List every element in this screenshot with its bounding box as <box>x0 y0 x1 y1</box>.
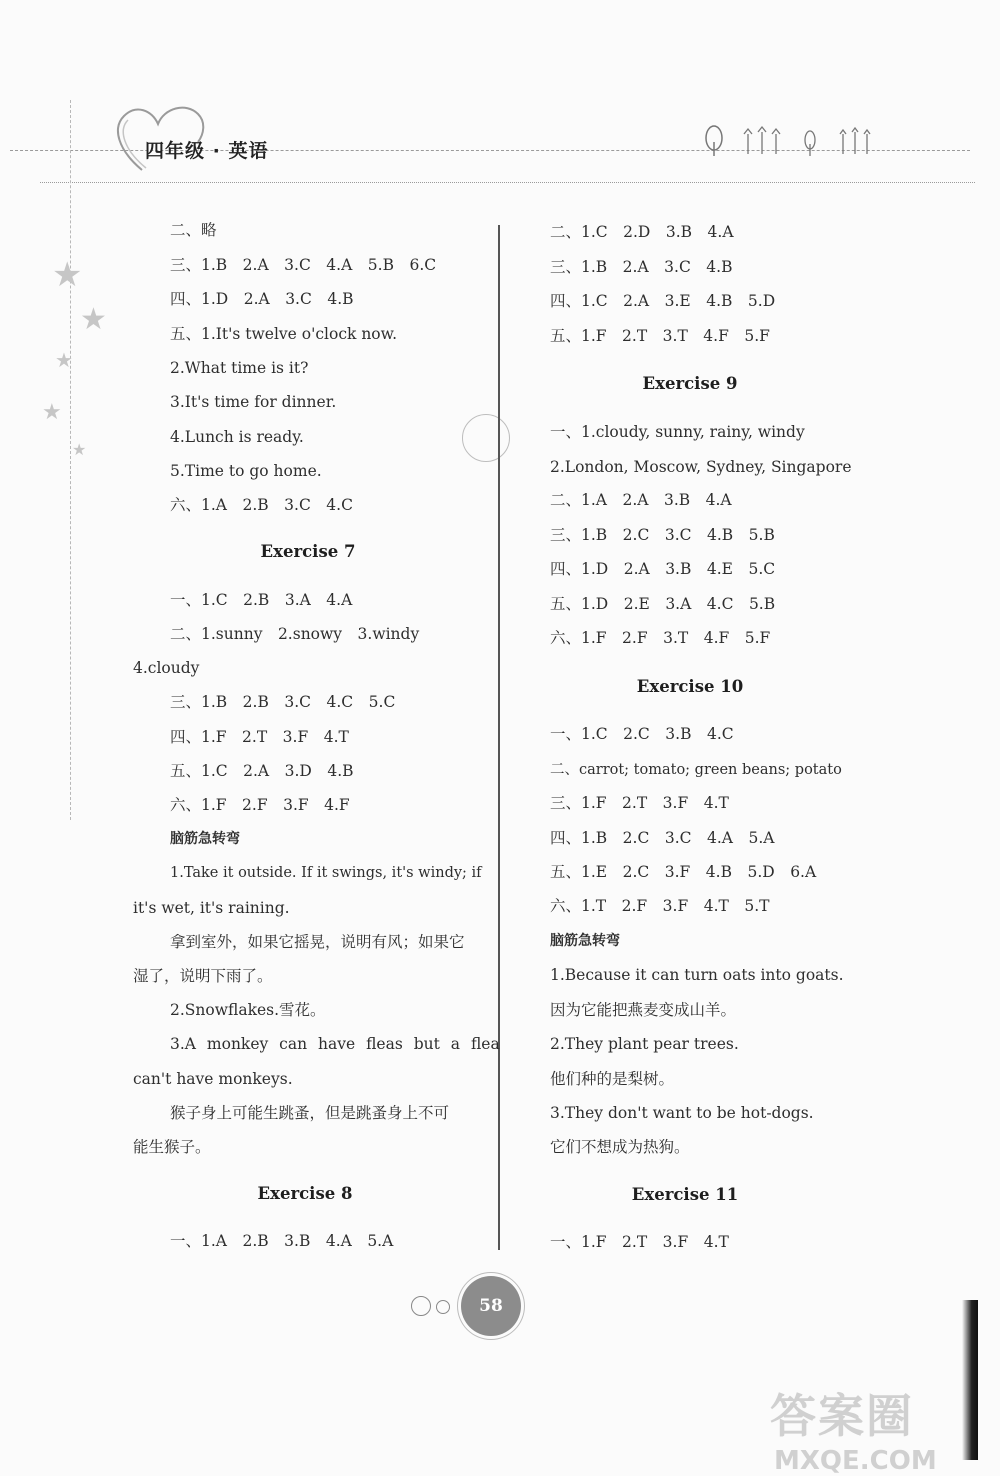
answer-line: can't have monkeys. <box>133 1070 293 1088</box>
answer-line: 湿了，说明下雨了。 <box>133 967 273 985</box>
answer-line: 因为它能把燕麦变成山羊。 <box>550 1001 737 1019</box>
answer-line: 四、1.C 2.A 3.E 4.B 5.D <box>550 292 776 310</box>
answer-line: 三、1.B 2.A 3.C 4.A 5.B 6.C <box>170 256 437 274</box>
answer-line: 2.Snowflakes.雪花。 <box>170 1001 326 1019</box>
answer-line: 3.They don't want to be hot-dogs. <box>550 1104 814 1122</box>
answer-line: 2.They plant pear trees. <box>550 1035 739 1053</box>
page-dot-icon <box>411 1296 431 1316</box>
answer-line: 1.Because it can turn oats into goats. <box>550 966 844 984</box>
star-icon: ★ <box>42 400 62 425</box>
answer-line: 三、1.B 2.B 3.C 4.C 5.C <box>170 693 396 711</box>
answer-line: 一、1.cloudy, sunny, rainy, windy <box>550 423 805 441</box>
exercise-heading: Exercise 10 <box>636 677 744 696</box>
exercise-heading: Exercise 7 <box>260 542 356 561</box>
answer-line: 四、1.D 2.A 3.B 4.E 5.C <box>550 560 776 578</box>
answer-line: 三、1.B 2.A 3.C 4.B <box>550 258 733 276</box>
answer-line: 三、1.F 2.T 3.F 4.T <box>550 794 729 812</box>
watermark-main: 答案圈 <box>770 1389 914 1443</box>
column-divider <box>498 225 500 1250</box>
answer-line: 六、1.F 2.F 3.T 4.F 5.F <box>550 629 771 647</box>
star-icon: ★ <box>80 302 107 337</box>
answer-line: 六、1.T 2.F 3.F 4.T 5.T <box>550 897 770 915</box>
trees-decoration-icon <box>700 120 880 165</box>
answer-line: 3.It's time for dinner. <box>170 393 337 411</box>
answer-line: 2.London, Moscow, Sydney, Singapore <box>550 458 852 476</box>
answer-line: 四、1.B 2.C 3.C 4.A 5.A <box>550 829 775 847</box>
faint-stamp-icon <box>462 414 510 462</box>
watermark-url: MXQE.COM <box>774 1446 937 1476</box>
answer-line: 六、1.A 2.B 3.C 4.C <box>170 496 353 514</box>
page-number: 58 <box>461 1276 521 1336</box>
answer-line: 一、1.C 2.C 3.B 4.C <box>550 725 734 743</box>
answer-line: 四、1.F 2.T 3.F 4.T <box>170 728 349 746</box>
answer-line: 5.Time to go home. <box>170 462 322 480</box>
star-icon: ★ <box>52 255 83 295</box>
answer-line: 二、1.sunny 2.snowy 3.windy <box>170 625 420 643</box>
answer-line: 五、1.F 2.T 3.T 4.F 5.F <box>550 327 770 345</box>
answer-line: 一、1.A 2.B 3.B 4.A 5.A <box>170 1232 394 1250</box>
answer-line: 二、1.C 2.D 3.B 4.A <box>550 223 734 241</box>
answer-line: 一、1.C 2.B 3.A 4.A <box>170 591 353 609</box>
answer-line: it's wet, it's raining. <box>133 899 290 917</box>
answer-line: 2.What time is it? <box>170 359 309 377</box>
answer-line: 一、1.F 2.T 3.F 4.T <box>550 1233 729 1251</box>
answer-line: 二、carrot; tomato; green beans; potato <box>550 762 842 778</box>
star-icon: ★ <box>55 348 73 372</box>
exercise-heading: Exercise 11 <box>631 1185 739 1204</box>
answer-line: 4.Lunch is ready. <box>170 428 304 446</box>
answer-line: 六、1.F 2.F 3.F 4.F <box>170 796 350 814</box>
answer-line: 4.cloudy <box>133 659 200 677</box>
page-edge-shadow <box>962 1300 978 1460</box>
site-watermark <box>770 1380 937 1476</box>
exercise-heading: Exercise 9 <box>642 374 738 393</box>
answer-line: 二、1.A 2.A 3.B 4.A <box>550 491 732 509</box>
answer-line: 它们不想成为热狗。 <box>550 1138 690 1156</box>
left-dashed-line <box>70 100 71 820</box>
answer-line: 三、1.B 2.C 3.C 4.B 5.B <box>550 526 775 544</box>
answer-line: 二、略 <box>170 221 217 239</box>
star-icon: ★ <box>72 440 87 459</box>
answer-line: 五、1.E 2.C 3.F 4.B 5.D 6.A <box>550 863 817 881</box>
answer-line: 五、1.C 2.A 3.D 4.B <box>170 762 354 780</box>
answer-line: 3.A monkey can have fleas but a flea <box>170 1035 500 1053</box>
brain-teaser-heading: 脑筋急转弯 <box>550 933 620 949</box>
answer-line: 1.Take it outside. If it swings, it's windy; if <box>170 865 482 881</box>
answer-line: 猴子身上可能生跳蚤，但是跳蚤身上不可 <box>170 1104 450 1122</box>
answer-line: 他们种的是梨树。 <box>550 1070 675 1088</box>
answer-line: 能生猴子。 <box>133 1138 211 1156</box>
answer-line: 四、1.D 2.A 3.C 4.B <box>170 290 354 308</box>
brain-teaser-heading: 脑筋急转弯 <box>170 831 240 847</box>
answer-line: 拿到室外，如果它摇晃，说明有风；如果它 <box>170 933 465 951</box>
page-dot-icon <box>436 1300 450 1314</box>
exercise-heading: Exercise 8 <box>257 1184 353 1203</box>
grade-subject-title: 四年级 · 英语 <box>145 140 269 162</box>
answer-line: 五、1.D 2.E 3.A 4.C 5.B <box>550 595 776 613</box>
header-dashed-line-2 <box>40 182 975 183</box>
answer-line: 五、1.It's twelve o'clock now. <box>170 325 397 343</box>
